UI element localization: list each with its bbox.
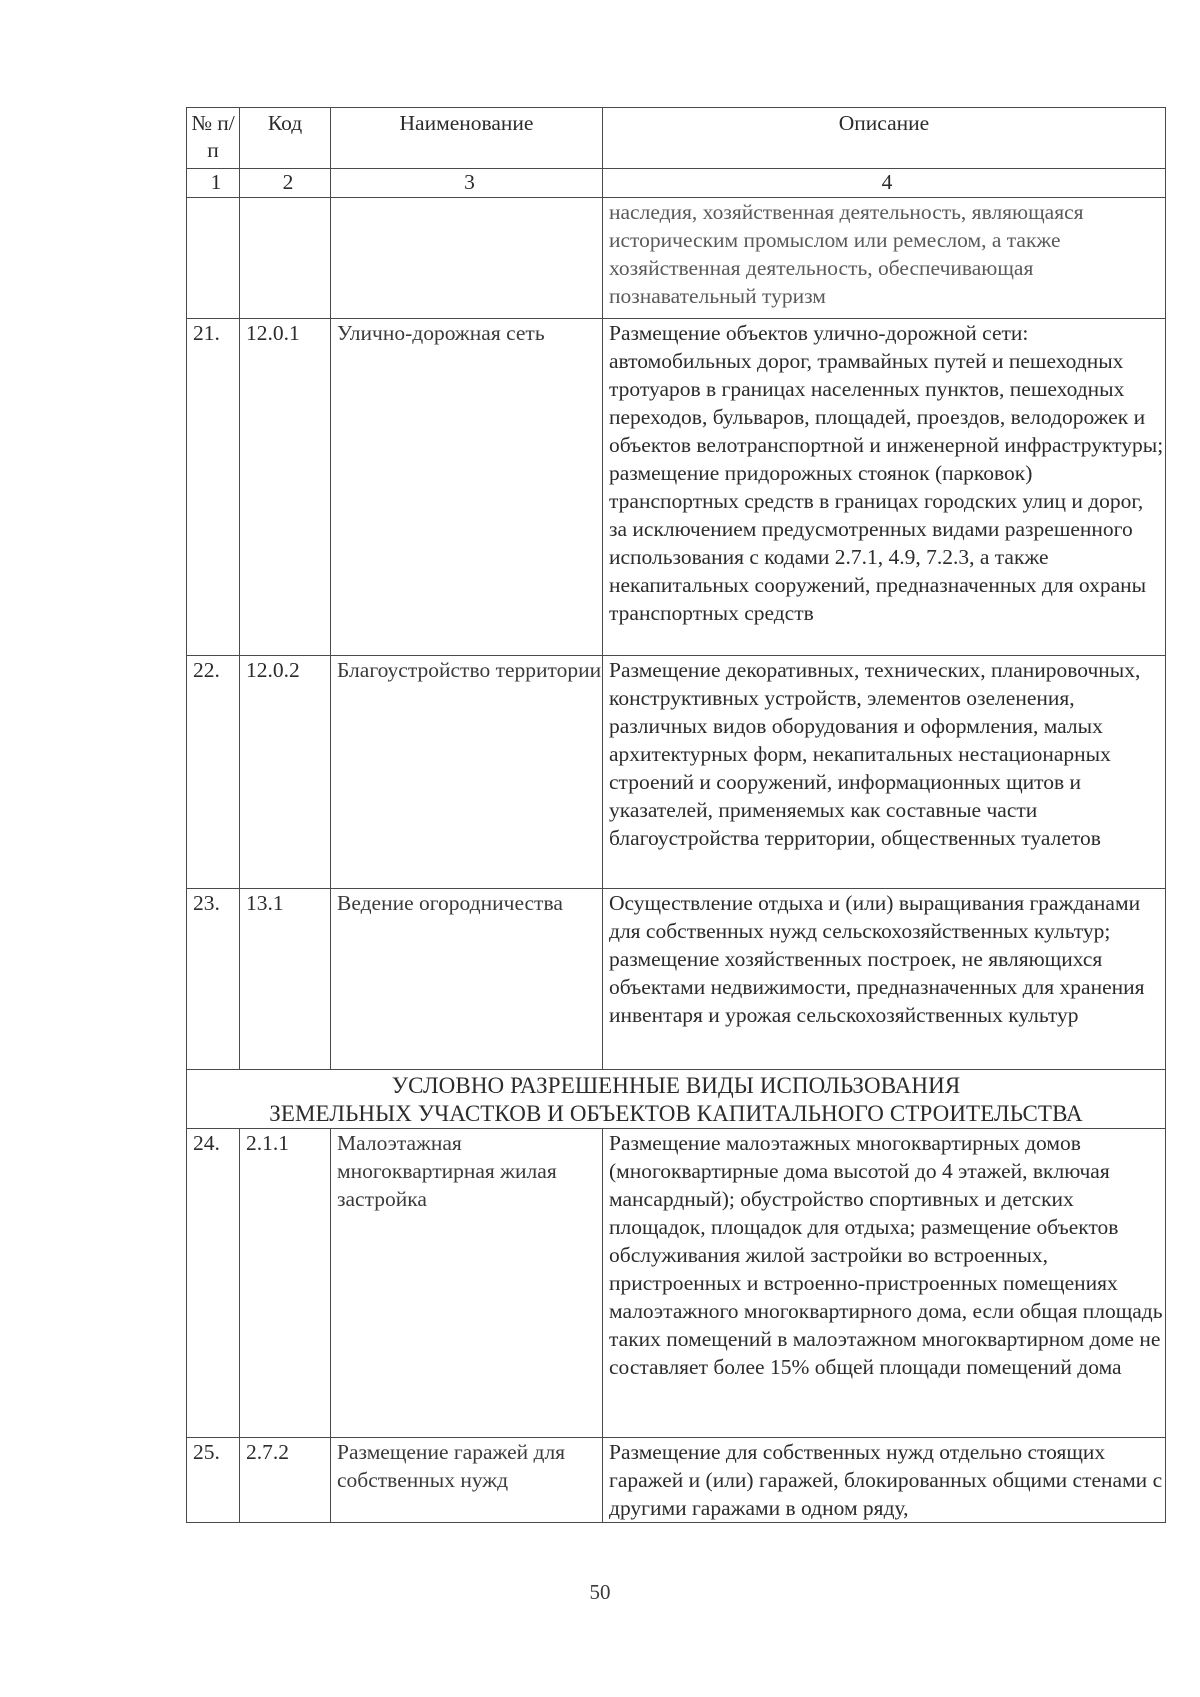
table-header-row [187, 108, 1166, 169]
column-number: 3 [331, 169, 603, 198]
row-number: 25. [187, 1438, 240, 1523]
column-number: 2 [240, 169, 331, 198]
column-number: 4 [603, 169, 1166, 198]
row-name: Улично-дорожная сеть [331, 319, 603, 656]
row-code: 13.1 [240, 889, 331, 1070]
table-row [187, 889, 1166, 1070]
row-description: Размещение декоративных, технических, планировочных, конструктивных устройств, элементов озеленения, различных видов оборудования и оформления, малых архитектурных форм, некапитальных нестационарных строений и сооружений, информационных щитов и указателей, применяемых как составные части благоустройства территории, общественных туалетов [603, 656, 1166, 889]
row-number: 22. [187, 656, 240, 889]
row-name: Малоэтажная многоквартирная жилая застройка [331, 1129, 603, 1438]
header-desc: Описание [603, 108, 1166, 169]
row-description: Размещение малоэтажных многоквартирных домов (многоквартирные дома высотой до 4 этажей, включая мансардный); обустройство спортивных и детских площадок, площадок для отдыха; размещение объектов обслуживания жилой застройки во встроенных, пристроенных и встроенно-пристроенных помещениях малоэтажного многоквартирного дома, если общая площадь таких помещений в малоэтажном многоквартирном доме не составляет более 15% общей площади помещений дома [603, 1129, 1166, 1438]
row-number: 21. [187, 319, 240, 656]
header-code: Код [240, 108, 331, 169]
continuation-row [187, 198, 1166, 319]
row-description: Размещение объектов улично-дорожной сети: автомобильных дорог, трамвайных путей и пешеходных тротуаров в границах населенных пунктов, пешеходных переходов, бульваров, площадей, проездов, велодорожек и объектов велотранспортной и инженерной инфраструктуры; размещение придорожных стоянок (парковок) транспортных средств в границах городских улиц и дорог, за исключением предусмотренных видами разрешенного использования с кодами 2.7.1, 4.9, 7.2.3, а также некапитальных сооружений, предназначенных для охраны транспортных средств [603, 319, 1166, 656]
column-number: 1 [187, 169, 240, 198]
table-row [187, 1129, 1166, 1438]
row-name: Ведение огородничества [331, 889, 603, 1070]
continuation-text: наследия, хозяйственная деятельность, являющаяся историческим промыслом или ремеслом, а также хозяйственная деятельность, обеспечивающая познавательный туризм [603, 198, 1166, 319]
column-number-row [187, 169, 1166, 198]
row-description: Осуществление отдыха и (или) выращивания гражданами для собственных нужд сельскохозяйственных культур; размещение хозяйственных построек, не являющихся объектами недвижимости, предназначенных для хранения инвентаря и урожая сельскохозяйственных культур [603, 889, 1166, 1070]
table-row [187, 319, 1166, 656]
row-number: 24. [187, 1129, 240, 1438]
table-row [187, 1438, 1166, 1523]
land-use-table [186, 107, 1166, 1523]
row-description: Размещение для собственных нужд отдельно стоящих гаражей и (или) гаражей, блокированных общими стенами с другими гаражами в одном ряду, [603, 1438, 1166, 1523]
row-code: 12.0.1 [240, 319, 331, 656]
header-name: Наименование [331, 108, 603, 169]
header-num: № п/п [187, 108, 240, 169]
table-row [187, 656, 1166, 889]
row-code: 2.1.1 [240, 1129, 331, 1438]
section-heading-line: УСЛОВНО РАЗРЕШЕННЫЕ ВИДЫ ИСПОЛЬЗОВАНИЯ [391, 1073, 961, 1098]
row-name: Размещение гаражей для собственных нужд [331, 1438, 603, 1523]
row-name: Благоустройство территории [331, 656, 603, 889]
section-heading-row [187, 1070, 1166, 1129]
page-number: 50 [589, 1580, 611, 1604]
section-heading [187, 1070, 1166, 1129]
section-heading-line: ЗЕМЕЛЬНЫХ УЧАСТКОВ И ОБЪЕКТОВ КАПИТАЛЬНОГО СТРОИТЕЛЬСТВА [269, 1101, 1083, 1126]
row-code: 2.7.2 [240, 1438, 331, 1523]
row-number: 23. [187, 889, 240, 1070]
row-code: 12.0.2 [240, 656, 331, 889]
